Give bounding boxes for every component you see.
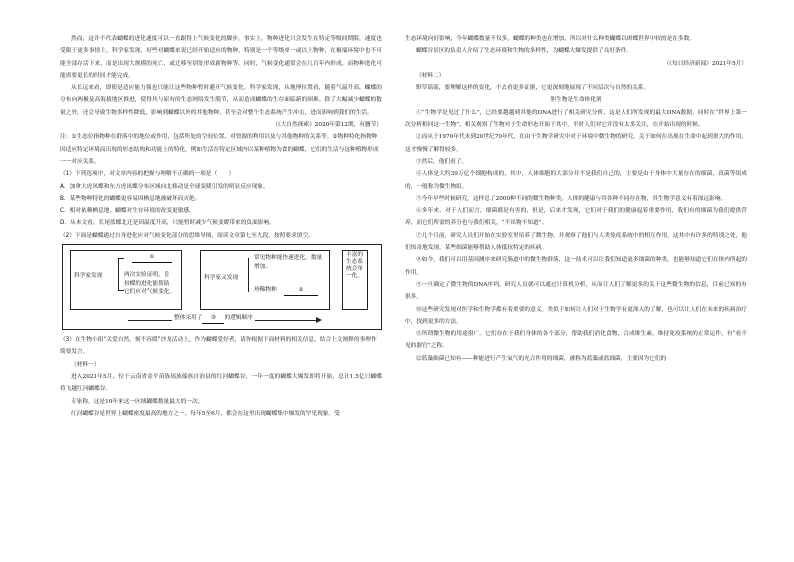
diagram-note-2: 珍稀物种 bbox=[254, 287, 277, 294]
blank-1 bbox=[132, 253, 172, 263]
bracket-line bbox=[118, 258, 119, 290]
paragraph: ⑩这些研究发现对医学和生物学都有着重要的意义。类似于如何让人们对于生物学有更深入的了解，也可以让人们在未来的疾病治疗中，找到更多的方法。 bbox=[405, 306, 747, 325]
paragraph: ⑤今年早些时候研究，这样总了2000种不同的微生物种类，人体的健康与其各种不同存在物，其生物学意义有着深远影响。 bbox=[416, 195, 727, 202]
source-citation: （《每日经济新闻》2021年5月） bbox=[663, 60, 747, 67]
blank-1-number: ① bbox=[132, 253, 172, 263]
diagram-line: 它们应对气候变化。 bbox=[124, 289, 176, 296]
paragraph: ⑦几个月前，研究人员们开始在实验室里培养了微生物，并观察了他们与人类免疫系统中的相互作用，这其中有许多的特别之处，他们惊奇地发现，某些细菌能够帮助人体抵抗特定的疾病。 bbox=[405, 232, 747, 252]
paragraph: ④人体是大约39万亿个细胞构成的，其中，人体细胞的大部分并不是我们自己的，主要是由于身体中大量存在的细菌、真菌等组成的，一般称为微生物组。 bbox=[405, 171, 747, 190]
diagram-mid-label: 科学家又发现 bbox=[204, 275, 239, 282]
option-a: A．加拿大虎凤蝶和东方虎凤蝶分布区域向北移动是全球变暖引发的明显反应现象。 bbox=[60, 183, 269, 190]
arrow-caption bbox=[172, 314, 255, 324]
paragraph: ②而从于1970年代末到20世纪70年代，在由于生物学研究中对于环境中微生物的研究，关于如何在出现在生命中起到重大的作用，这才慢慢了解得较多。 bbox=[405, 134, 747, 153]
diagram-line: 扮蝶的进化能帮助 bbox=[124, 280, 170, 287]
paragraph: ⑪所谓微生物的用途很广。它们存在于我们身体的各个部分，帮助我们消化食物、合成维生素，维持免疫系统的正常运作，有“看不见的器官”之称。 bbox=[405, 331, 747, 350]
mind-map-diagram bbox=[62, 244, 382, 332]
bracket-line bbox=[248, 258, 249, 292]
diagram-conclusion bbox=[124, 271, 180, 297]
paragraph: ⑨一旦确定了微生物的DNA序列，研究人员就可以通过计算机分析，从而让人们了解更多的关于这些微生物的信息，目前已知的有很多。 bbox=[405, 281, 747, 301]
paragraph: 然而，这并不代表蝴蝶的进化速度可以一直跟得上气候变化的脚步。事实上，物种进化只会发生在特定等级间期限，速度也受限于更多事情上。科学家发现，好些对蝴蝶来说已经开始适应的物种，特别是一个等级单一或以上物种，在极端环境中也不可能全部存活下来，而是出现大规模的死亡，或迁移至别处形成新物种等。同时，气候变化通常会在几百年内形成，而物种进化可能需要更长的时间才能完成。 bbox=[60, 36, 382, 79]
option-c: C．相对依赖栖息地，蝴蝶对生存环境的改变更敏感。 bbox=[60, 208, 195, 215]
blank-2 bbox=[284, 286, 318, 296]
footnote: 注：①生态位指物种在群落中的地位或作用，包括所处的空间位置、对资源的利用以及与其他物种的关系等。②物种特化指物种因适应特定环境而出现的形态结构和功能上的特化，例如生活在特定区域内以某种植物为食的蝴蝶，它们的生活与这种植物形成一一对应关系。 bbox=[60, 134, 379, 165]
paragraph: 红河蝴蝶谷是世界上蝴蝶密度最高的地方之一。每年5至6月，都会在这里出现蝴蝶集中爆发的罕见现象。受 bbox=[71, 410, 340, 417]
paragraph: 进入2021年5月，位于云南省金平苗族瑶族傣族自治县的红河蝴蝶谷，一年一度的蝴蝶大爆发即将开始，总计1.5亿只蝴蝶将飞越红河蝴蝶谷。 bbox=[60, 373, 382, 393]
blank-2-number: ② bbox=[284, 286, 318, 296]
source-citation: （《大自然探索》2020年第12期，有删节） bbox=[272, 122, 382, 129]
paragraph: 蝴蝶谷景区的负责人介绍了生态环境和生物的多样性，为蝴蝶大爆发提供了良好条件。 bbox=[416, 48, 633, 55]
question-3: （3）在生物小组“关爱自然，刻不容缓”沙龙活动上，作为蝴蝶爱好者，请你根据下面材料的相关信息，结合上文阐释的事理作简要发言。 bbox=[60, 337, 377, 356]
left-column bbox=[60, 33, 382, 420]
arrow-text-1: 整体采用了 bbox=[174, 315, 203, 322]
paragraph: ⑫蓝藻细菌已知有——种能进行产生氧气的光合作用的细菌，被称为蓝藻或蓝细菌，主要因为它们的 bbox=[416, 355, 667, 362]
paragraph: ③然后，他们看了。 bbox=[416, 158, 468, 165]
material-2-title: （材料二） bbox=[416, 72, 445, 79]
paragraph: 专家称，这是10年来这一区域蝴蝶数量最大的一次。 bbox=[71, 398, 204, 405]
bracket-top bbox=[118, 258, 124, 259]
paragraph: ⑧如今，我们可以用基因测序来研究肠道中的微生物群落，这一技术可以让我们知道更多细菌的种类，也能够知道它们在体内所起的作用。 bbox=[405, 257, 747, 276]
paragraph: 生态环境向好影响，今年蝴蝶数量不仅多，蝴蝶的种类也在增加，所以对什么种类蝴蝶以斑蝶世界中较的是在多数。 bbox=[405, 36, 696, 42]
arrow-head-icon bbox=[316, 317, 322, 323]
paragraph: 野草谣谣，要理解这样的变化，不去看更多证据，它更深刻地展现了不同层次与自然的关系。 bbox=[416, 85, 650, 92]
option-b: B．某些物种特化的蝴蝶更容易因栖息地被破坏而灭绝。 bbox=[60, 195, 201, 202]
diagram-line: 两次实验证明，肯 bbox=[124, 272, 170, 279]
article-title: 胆生物是生命体化剂 bbox=[550, 97, 602, 104]
question-2: （2）下面是蝴蝶通过自身进化应对气候变化部分的思维导图，阅读文章第七至九段，按照要求填空。 bbox=[60, 232, 314, 239]
blank-3: ③ bbox=[202, 314, 224, 324]
question-1: （1）下列选项中，对文章内容的把握与理解不正确的一项是（ ） bbox=[60, 171, 235, 178]
paragraph: ⑥多年来，对于人们而言，细菌都是有害的，但是，后来才发现，它们对于我们的健康起着重要作用，我们有的细菌为我们提供营养，而它们所需的养分也与我们相关，“不出物不知道”。 bbox=[405, 208, 747, 227]
diagram-right-text: 丰富的生态系统会单一化。 bbox=[346, 252, 364, 280]
material-1-title: （材料一） bbox=[71, 361, 100, 368]
diagram-left-label: 科学家发现 bbox=[74, 273, 103, 280]
paragraph: 从长远来看，即使是适应能力强也只能让这些物种暂时避开气候变化。科学家发现，从地理位置看，随着气温升高，蝴蝶的分布向两极及高海拔地区推进，使得其与原有的生态网络发生脱节，从而造成蝴蝶的生存面临新的困难。除了大幅减少蝴蝶的数量之外，还会导致生物多样性降低，影响到蝴蝶以外的其他物种，甚至会对整个生态系统产生冲击，进而影响到我们的生活。 bbox=[60, 85, 382, 116]
arrow-text-2: 的逻辑顺序 bbox=[224, 315, 253, 322]
option-d: D．从本文看，长尾蓝蝶北迁是因温度升高，只能暂时减少气候变暖带来的负面影响。 bbox=[60, 220, 275, 227]
right-column bbox=[405, 33, 747, 365]
diagram-note-1: 常见物种能快速进化，数量增加。 bbox=[254, 255, 323, 270]
paragraph: ①“生物学是见过了什么”，已经要越越到其他的DNA进行了相关研究分析，这是人们所发现的最大DNA数据，同时在“世界上第一次分析相同这一生物”，相关观察了生物对于生命形态开始于其中，平时人们对它并没有太多关注，在开始出现的时候。 bbox=[405, 109, 747, 129]
